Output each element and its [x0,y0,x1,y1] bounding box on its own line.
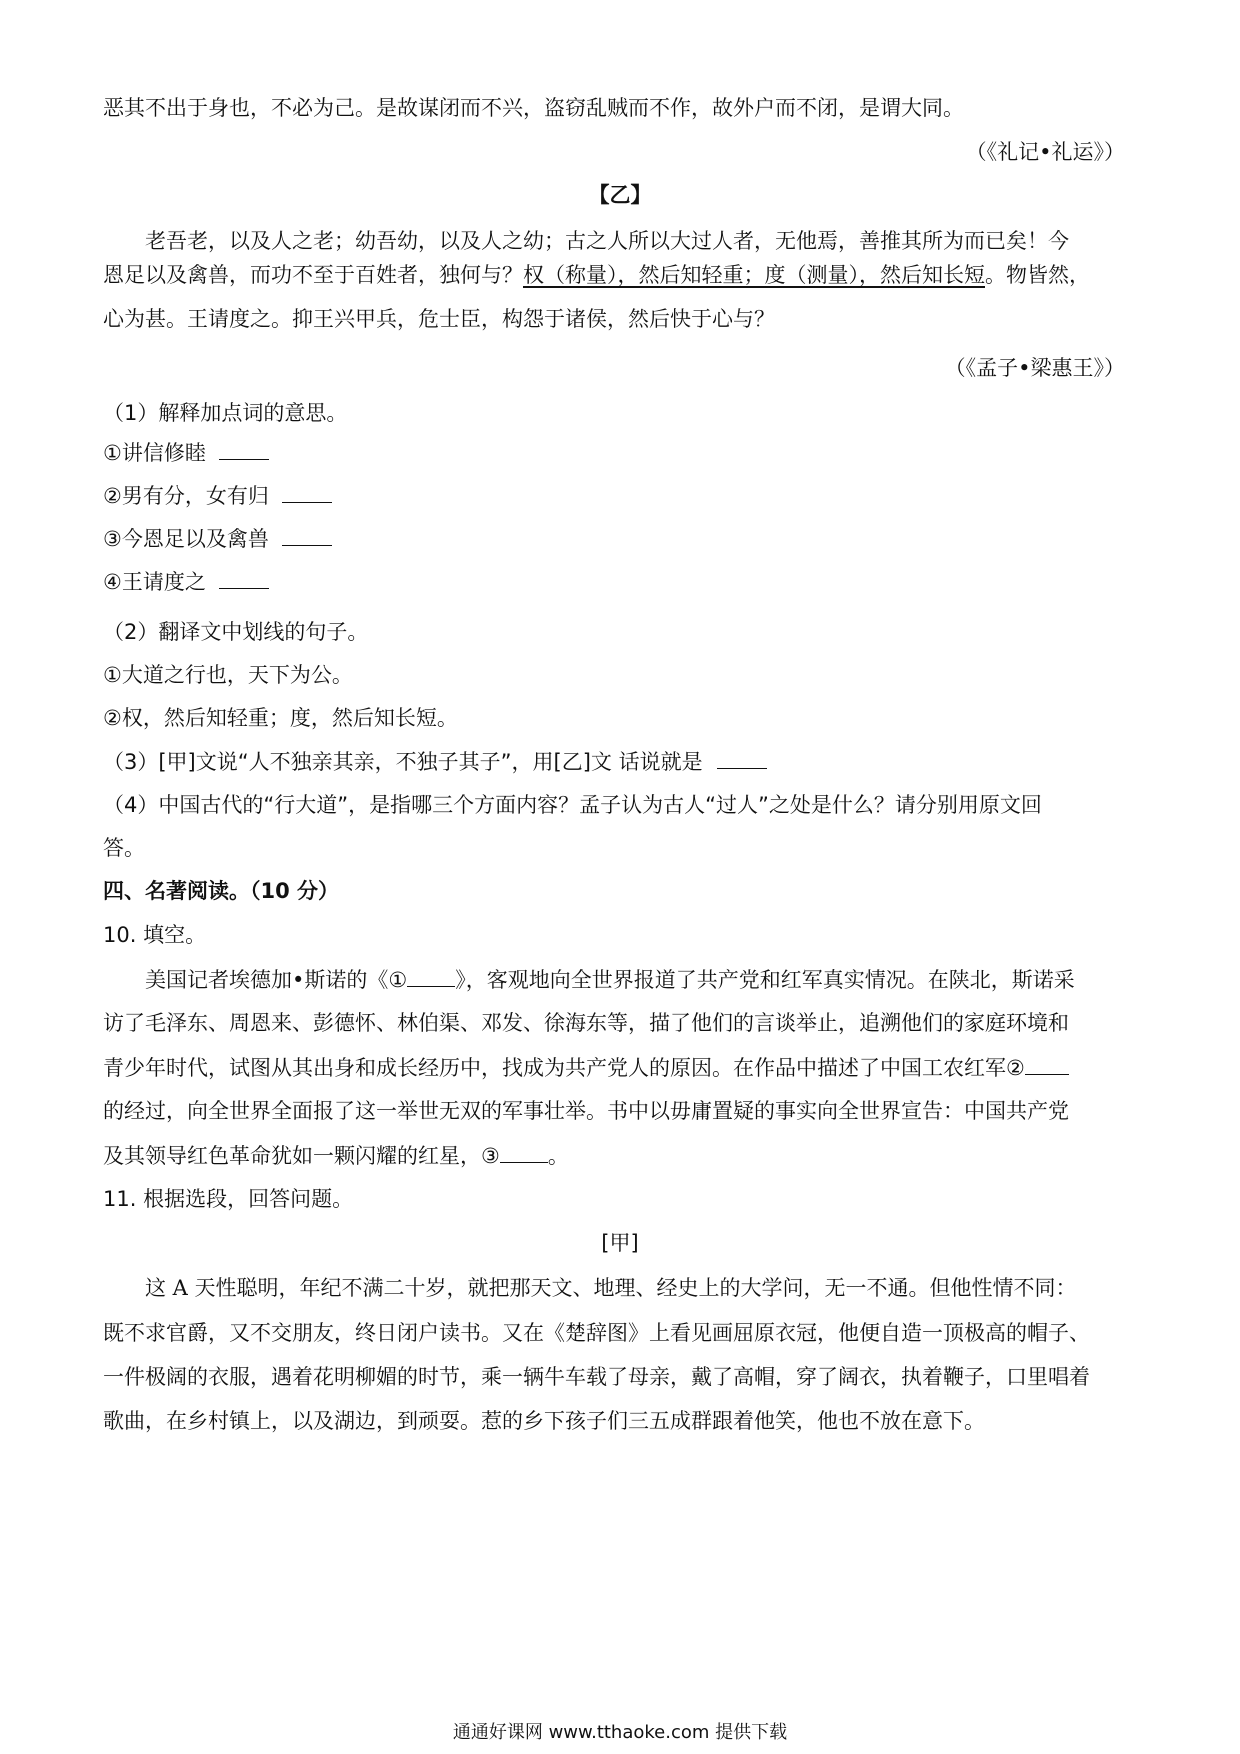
q9-part2-prompt: （2）翻译文中划线的句子。 [103,620,369,644]
answer-blank[interactable] [219,437,269,460]
passage-yi-heading: 【乙】 [588,182,652,207]
q11-excerpt-heading: [甲] [601,1231,639,1255]
q11-excerpt-line-1: 这 A 天性聪明，年纪不满二十岁，就把那天文、地理、经史上的大学问，无一不通。但他性情不同： [145,1276,1077,1300]
answer-blank[interactable] [282,480,332,503]
passage-yi-line-2-end: 。物皆然， [985,263,1090,287]
item-text: ④王请度之 [103,570,206,594]
underlined-sentence: 权（称量），然后知轻重；度（测量），然后知长短 [523,263,985,287]
passage-jia-last-line: 恶其不出于身也，不必为己。是故谋闭而不兴，盗窃乱贼而不作，故外户而不闭，是谓大同。 [103,96,964,120]
q9-part4-line-1: （4）中国古代的“行大道”，是指哪三个方面内容？孟子认为古人“过人”之处是什么？请分别用原文回 [103,793,1042,817]
q10-line-3-text: 青少年时代，试图从其出身和成长经历中，找成为共产党人的原因。在作品中描述了中国工农红军② [103,1056,1025,1080]
answer-blank[interactable] [717,746,767,769]
page-footer: 通通好课网 www.tthaoke.com 提供下载 [452,1722,788,1743]
q11-prompt: 11. 根据选段，回答问题。 [103,1187,354,1211]
q10-prompt: 10. 填空。 [103,923,207,947]
q11-excerpt-line-4: 歌曲，在乡村镇上，以及湖边，到顽耍。惹的乡下孩子们三五成群跟着他笑，他也不放在意下。 [103,1409,985,1433]
answer-blank[interactable] [219,566,269,589]
q9-part1-item-1 [103,437,269,468]
passage-yi-line-3: 心为甚。王请度之。抑王兴甲兵，危士臣，构怨于诸侯，然后快于心与？ [103,307,775,331]
item-text: ③今恩足以及禽兽 [103,527,269,551]
q10-line-5-start: 及其领导红色革命犹如一颗闪耀的红星，③ [103,1144,500,1168]
section-4-heading: 四、名著阅读。（10 分） [103,879,340,903]
q10-line-5 [103,1140,569,1171]
q9-part1-item-4 [103,566,269,597]
answer-blank-1[interactable] [407,964,455,987]
q9-part2-item-1: ①大道之行也，天下为公。 [103,663,353,687]
passage-yi-source: （《孟子•梁惠王》） [944,356,1125,380]
q10-line-2: 访了毛泽东、周恩来、彭德怀、林伯渠、邓发、徐海东等，描了他们的言谈举止，追溯他们的家庭环境和 [103,1011,1069,1035]
passage-jia-source: （《礼记•礼运》） [965,140,1125,164]
q9-part2-item-2: ②权，然后知轻重；度，然后知长短。 [103,706,458,730]
q10-line-4: 的经过，向全世界全面报了这一举世无双的军事壮举。书中以毋庸置疑的事实向全世界宣告：中国共产党 [103,1099,1069,1123]
q9-part1-item-2 [103,480,332,511]
q10-line-3 [103,1052,1069,1083]
q9-part1-item-3 [103,523,332,554]
q9-part3 [103,746,767,777]
q10-line-1-end: 》，客观地向全世界报道了共产党和红军真实情况。在陕北，斯诺采 [455,968,1075,992]
passage-yi-line-2 [103,260,1090,290]
q9-part3-text: （3）[甲]文说“人不独亲其亲，不独子其子”，用[乙]文 话说就是 [103,750,703,774]
q10-line-1-start: 美国记者埃德加•斯诺的《① [145,968,408,992]
q9-part4-line-2: 答。 [103,836,145,860]
answer-blank-2[interactable] [1025,1052,1069,1075]
q10-line-5-end: 。 [547,1144,569,1168]
passage-yi-line-1: 老吾老，以及人之老；幼吾幼，以及人之幼；古之人所以大过人者，无他焉，善推其所为而已矣！今 [145,229,1069,253]
q11-excerpt-line-2: 既不求官爵，又不交朋友，终日闭户读书。又在《楚辞图》上看见画屈原衣冠，他便自造一顶极高的帽子、 [103,1321,1090,1345]
answer-blank-3[interactable] [500,1140,548,1163]
passage-yi-line-2-start: 恩足以及禽兽，而功不至于百姓者，独何与？ [103,263,523,287]
q9-part1-prompt: （1）解释加点词的意思。 [103,401,348,425]
q11-excerpt-line-3: 一件极阔的衣服，遇着花明柳媚的时节，乘一辆牛车载了母亲，戴了高帽，穿了阔衣，执着鞭子，口里唱着 [103,1365,1090,1389]
item-text: ②男有分，女有归 [103,484,269,508]
q10-line-1 [145,964,1075,995]
answer-blank[interactable] [282,523,332,546]
item-text: ①讲信修睦 [103,441,206,465]
